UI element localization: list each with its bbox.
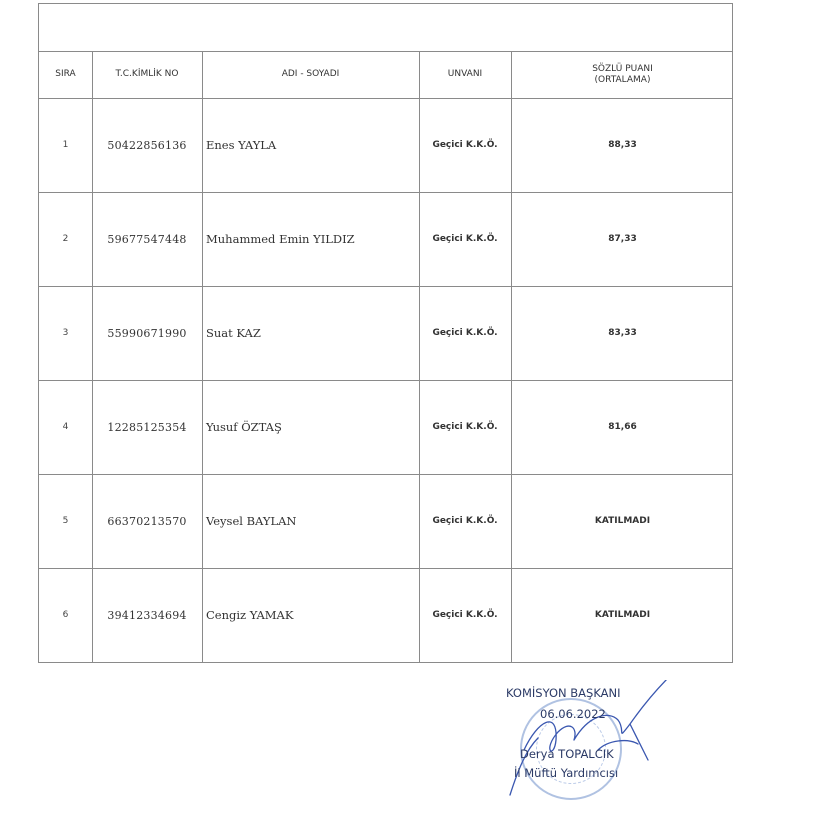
row-puan: 87,33 — [608, 234, 637, 244]
signature-person: Derya TOPALCIK — [520, 747, 614, 761]
signature-block — [498, 680, 668, 810]
row-name: Muhammed Emin YILDIZ — [206, 232, 355, 246]
row-unvan: Geçici K.K.Ö. — [432, 234, 498, 244]
row-puan: 88,33 — [608, 140, 637, 150]
row-sira: 4 — [62, 422, 69, 432]
header-tc: T.C.KİMLİK NO — [115, 69, 179, 79]
row-name: Cengiz YAMAK — [206, 608, 294, 622]
row-tc-no: 12285125354 — [107, 420, 187, 434]
row-name: Veysel BAYLAN — [206, 514, 297, 528]
row-puan: 81,66 — [608, 422, 637, 432]
row-tc-no: 66370213570 — [107, 514, 187, 528]
header-name: ADI - SOYADI — [281, 69, 340, 79]
results-table — [38, 3, 733, 663]
row-sira: 2 — [62, 234, 69, 244]
header-sira: SIRA — [55, 69, 76, 79]
signature-role: İl Müftü Yardımcısı — [514, 766, 619, 780]
row-name: Suat KAZ — [206, 326, 261, 340]
row-unvan: Geçici K.K.Ö. — [432, 422, 498, 432]
row-tc-no: 50422856136 — [107, 138, 187, 152]
row-unvan: Geçici K.K.Ö. — [432, 610, 498, 620]
row-tc-no: 39412334694 — [107, 608, 187, 622]
row-name: Enes YAYLA — [206, 138, 277, 152]
row-puan: 83,33 — [608, 328, 637, 338]
row-sira: 3 — [62, 328, 69, 338]
row-tc-no: 55990671990 — [107, 326, 187, 340]
row-unvan: Geçici K.K.Ö. — [432, 516, 498, 526]
signature-date: 06.06.2022 — [540, 707, 606, 721]
row-puan: KATILMADI — [594, 516, 651, 526]
row-unvan: Geçici K.K.Ö. — [432, 140, 498, 150]
row-sira: 6 — [62, 610, 69, 620]
row-sira: 1 — [62, 140, 69, 150]
header-unvan: UNVANI — [447, 69, 483, 79]
row-unvan: Geçici K.K.Ö. — [432, 328, 498, 338]
row-tc-no: 59677547448 — [107, 232, 187, 246]
signature-title: KOMİSYON BAŞKANI — [506, 686, 621, 700]
header-puan-line1: SÖZLÜ PUANI — [592, 63, 653, 74]
header-puan-line2: (ORTALAMA) — [594, 74, 651, 85]
row-puan: KATILMADI — [594, 610, 651, 620]
table-top-band — [39, 4, 732, 52]
header-puan — [511, 51, 734, 98]
row-name: Yusuf ÖZTAŞ — [206, 420, 282, 434]
row-sira: 5 — [62, 516, 69, 526]
